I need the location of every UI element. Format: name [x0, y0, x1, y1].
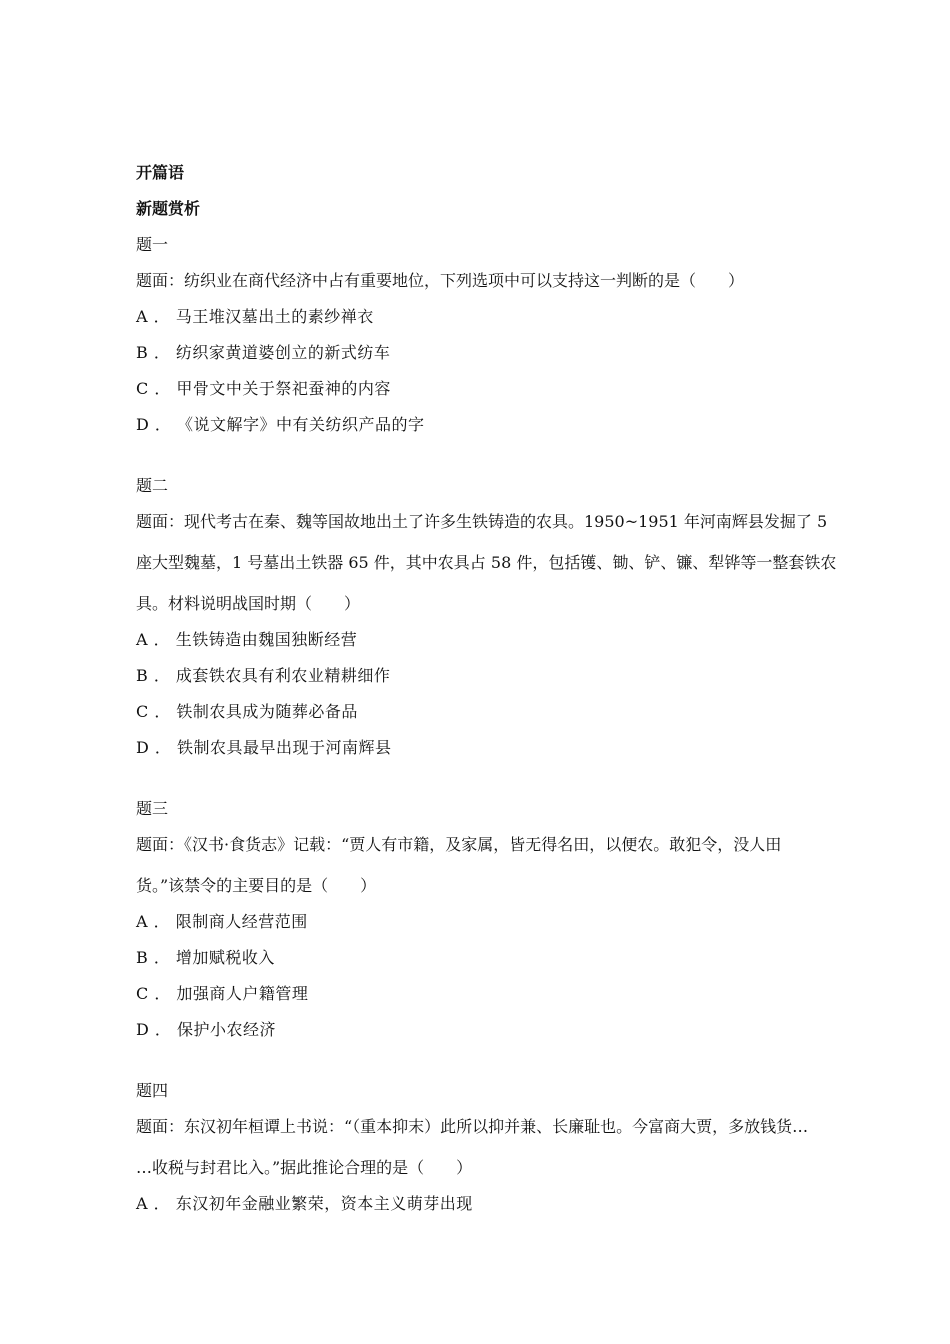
question-1-option-d: D ． 《说文解字》中有关纺织产品的字 — [136, 415, 425, 434]
question-3-option-a: A ． 限制商人经营范围 — [136, 912, 308, 931]
question-3-title: 题三 — [136, 799, 169, 818]
question-3-option-b: B ． 增加赋税收入 — [136, 948, 275, 967]
question-4-stem-line-2: …收税与封君比入。”据此推论合理的是（ ） — [136, 1158, 473, 1177]
question-3-stem-line-1: 题面：《汉书·食货志》记载：“贾人有市籍，及家属，皆无得名田，以便农。敢犯令，没人田 — [136, 835, 782, 854]
question-2-stem-line-3: 具。材料说明战国时期（ ） — [136, 594, 361, 613]
question-2-stem-line-2: 座大型魏墓，1 号墓出土铁器 65 件，其中农具占 58 件，包括镬、锄、铲、镰、犁铧等一整套铁农 — [136, 553, 837, 572]
heading-new-questions: 新题赏析 — [136, 199, 201, 218]
question-3-option-c: C ． 加强商人户籍管理 — [136, 984, 309, 1003]
question-1-option-b: B ． 纺织家黄道婆创立的新式纺车 — [136, 343, 391, 362]
question-2-option-a: A ． 生铁铸造由魏国独断经营 — [136, 630, 358, 649]
question-4-stem-line-1: 题面：东汉初年桓谭上书说：“（重本抑末）此所以抑并兼、长廉耻也。今富商大贾，多放钱货… — [136, 1117, 809, 1136]
question-2-stem-line-1: 题面：现代考古在秦、魏等国故地出土了许多生铁铸造的农具。1950~1951 年河南辉县发掘了 5 — [136, 512, 828, 531]
question-3-option-d: D ． 保护小农经济 — [136, 1020, 277, 1039]
question-2-option-c: C ． 铁制农具成为随葬必备品 — [136, 702, 358, 721]
heading-opening: 开篇语 — [136, 163, 185, 182]
question-1-title: 题一 — [136, 235, 169, 254]
question-2-option-b: B ． 成套铁农具有利农业精耕细作 — [136, 666, 391, 685]
question-1-option-c: C ． 甲骨文中关于祭祀蚕神的内容 — [136, 379, 391, 398]
question-4-title: 题四 — [136, 1081, 169, 1100]
question-3-stem-line-2: 货。”该禁令的主要目的是（ ） — [136, 876, 377, 895]
question-2-option-d: D ． 铁制农具最早出现于河南辉县 — [136, 738, 392, 757]
question-2-title: 题二 — [136, 476, 169, 495]
question-1-option-a: A ． 马王堆汉墓出土的素纱禅衣 — [136, 307, 374, 326]
question-1-stem: 题面：纺织业在商代经济中占有重要地位，下列选项中可以支持这一判断的是（ ） — [136, 271, 745, 290]
question-4-option-a: A ． 东汉初年金融业繁荣，资本主义萌芽出现 — [136, 1194, 473, 1213]
